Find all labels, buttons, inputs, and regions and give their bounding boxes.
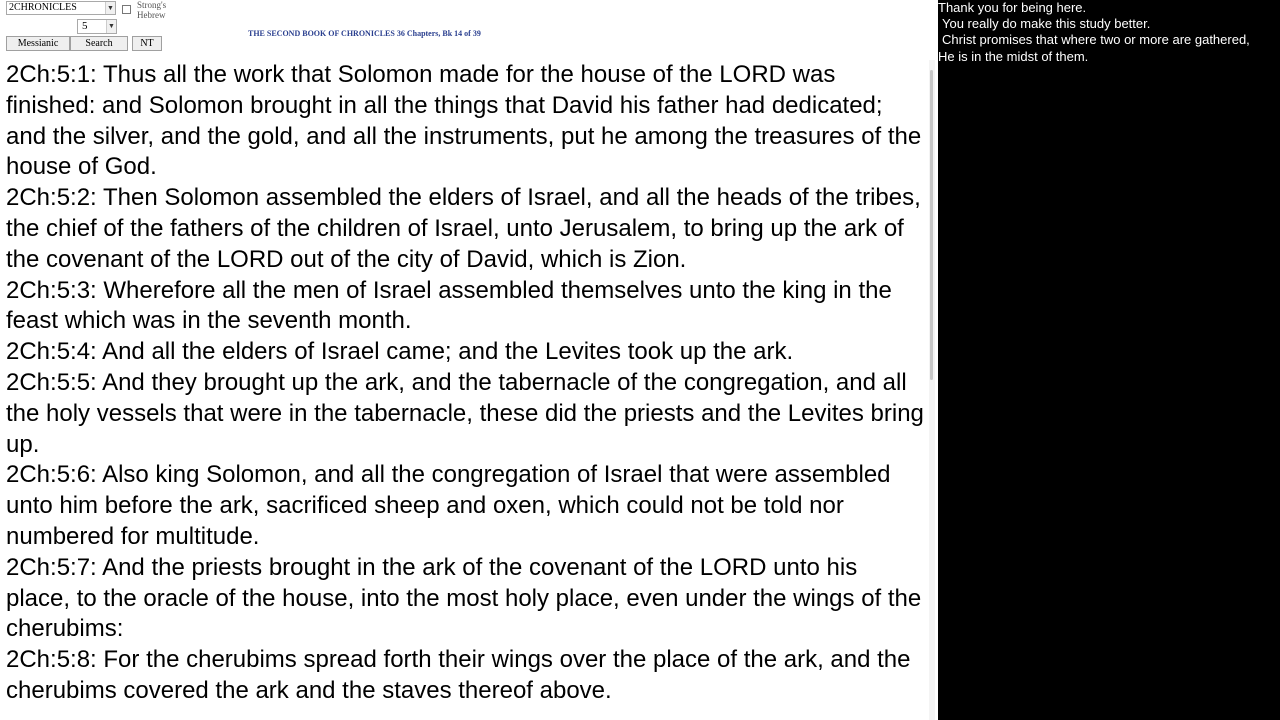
message-line: Thank you for being here. (938, 0, 1087, 15)
verse: 2Ch:5:8: For the cherubims spread forth their wings over the place of the ark, and the cherubims covered the ark and the staves thereof above. (6, 646, 911, 704)
verse-list (6, 60, 926, 707)
book-select-value: 2CHRONICLES (9, 2, 77, 13)
strongs-checkbox[interactable] (122, 5, 131, 14)
scrollbar-thumb[interactable] (930, 70, 933, 380)
book-select[interactable] (6, 1, 116, 15)
strongs-label-line1: Strong's (137, 0, 167, 10)
message-line: Christ promises that where two or more are gathered, (942, 32, 1250, 47)
verse: 2Ch:5:4: And all the elders of Israel came; and the Levites took up the ark. (6, 338, 794, 366)
search-button[interactable]: Search (70, 36, 128, 51)
message-line: You really do make this study better. (942, 16, 1151, 31)
verse: 2Ch:5:6: Also king Solomon, and all the congregation of Israel that were assembled unto him before the ark, sacrificed sheep and oxen, which could not be told nor numbered for multitude. (6, 461, 891, 550)
message-line: He is in the midst of them. (938, 49, 1089, 64)
nt-button[interactable]: NT (132, 36, 162, 51)
verse: 2Ch:5:2: Then Solomon assembled the elders of Israel, and all the heads of the tribes, the chief of the fathers of the children of Israel, unto Jerusalem, to bring up the ark of the covenant of the LORD out of the city of David, which is Zion. (6, 184, 921, 273)
chapter-select[interactable] (77, 19, 117, 34)
verse-scrollbar[interactable] (929, 60, 935, 720)
messianic-button[interactable]: Messianic (6, 36, 70, 51)
verse: 2Ch:5:7: And the priests brought in the ark of the covenant of the LORD unto his place, to the oracle of the house, into the most holy place, even under the wings of the cherubims: (6, 553, 922, 643)
chapter-select-value: 5 (82, 20, 88, 32)
book-title: THE SECOND BOOK OF CHRONICLES 36 Chapters, Bk 14 of 39 (248, 29, 481, 38)
chevron-down-icon[interactable]: ▼ (105, 2, 115, 14)
strongs-label-line2: Hebrew (137, 10, 166, 20)
verse: 2Ch:5:5: And they brought up the ark, and the tabernacle of the congregation, and all the holy vessels that were in the tabernacle, these did the priests and the Levites bring up. (6, 368, 924, 458)
chevron-down-icon[interactable]: ▼ (106, 20, 116, 33)
verse: 2Ch:5:1: Thus all the work that Solomon made for the house of the LORD was finished: and Solomon brought in all the things that David his father had dedicated; and the silver, and the gold, and all the instruments, put he among the treasures of the house of God. (6, 61, 922, 181)
strongs-label (137, 0, 197, 20)
verse: 2Ch:5:3: Wherefore all the men of Israel assembled themselves unto the king in the feast which was in the seventh month. (6, 276, 892, 335)
message-panel (938, 0, 1280, 720)
